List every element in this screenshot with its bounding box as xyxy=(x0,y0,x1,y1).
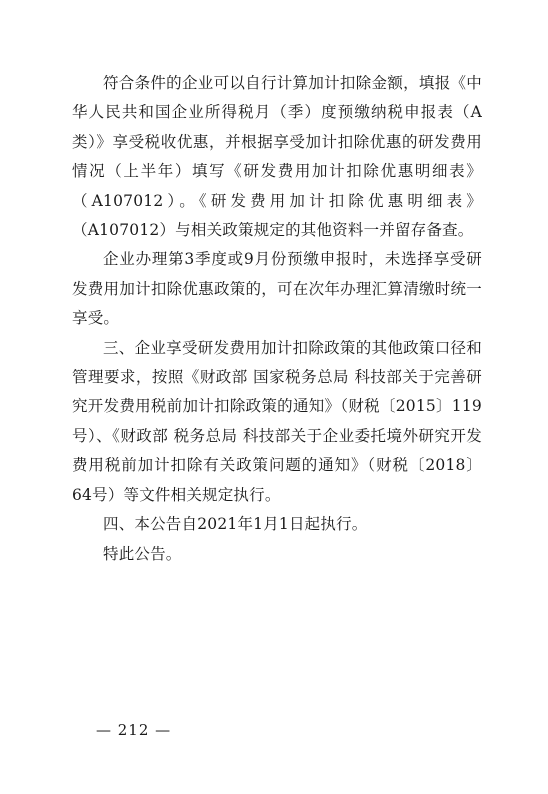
paragraph-section-four: 四、本公告自2021年1月1日起执行。 xyxy=(103,515,368,534)
paragraph-q3-filing: 企业办理第3季度或9月份预缴申报时，未选择享受研发费用加计扣除优惠政策的，可在次年办理汇算清缴时统一享受。 xyxy=(72,250,482,328)
closing-statement: 特此公告。 xyxy=(103,544,182,563)
paragraph-filing-instructions: 符合条件的企业可以自行计算加计扣除金额，填报《中华人民共和国企业所得税月（季）度预缴纳税申报表（A类）》享受税收优惠，并根据享受加计扣除优惠的研发费用情况（上半年）填写《研发费用加计扣除优惠明细表》（A107012）。《研发费用加计扣除优惠明细表》（A107012）与相关政策规定的其他资料一并留存备查。 xyxy=(72,74,482,240)
document-body xyxy=(72,69,482,569)
page-number: — 212 — xyxy=(96,721,172,739)
paragraph-section-three: 三、企业享受研发费用加计扣除政策的其他政策口径和管理要求，按照《财政部 国家税务总局 科技部关于完善研究开发费用税前加计扣除政策的通知》（财税〔2015〕119号）、《财政部 税务总局 科技部关于企业委托境外研究开发费用税前加计扣除有关政策问题的通知》（财税〔2018〕64号）等文件相关规定执行。 xyxy=(72,338,482,504)
